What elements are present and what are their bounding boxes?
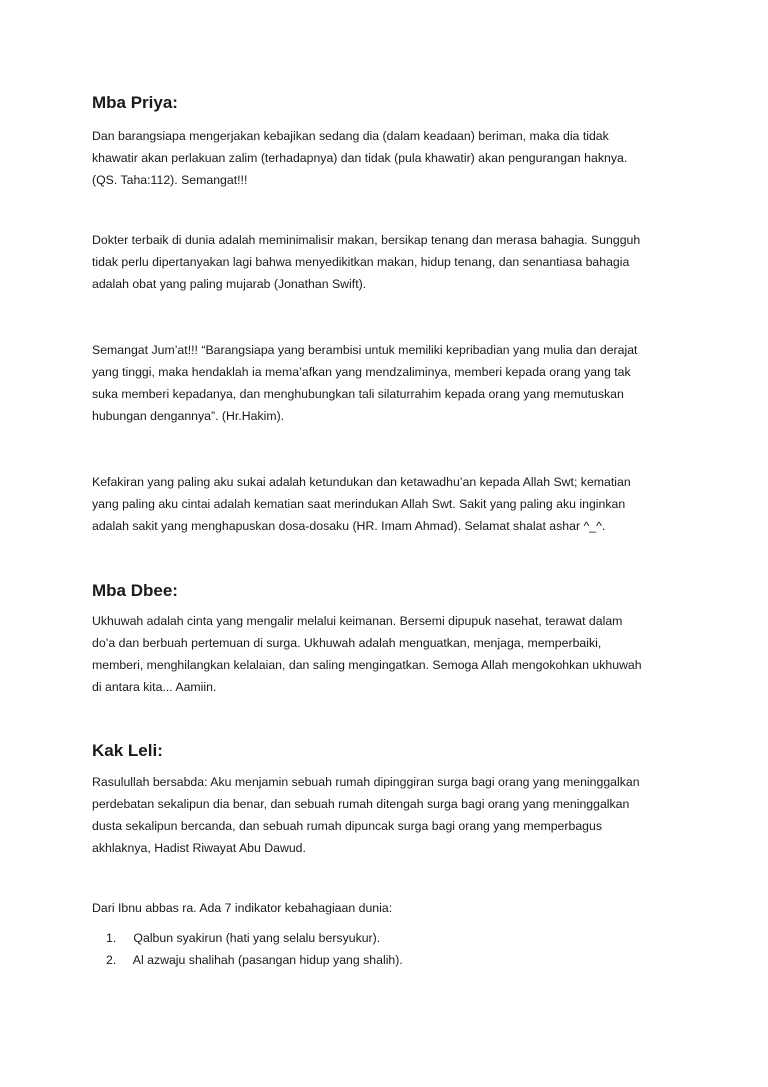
section-heading-mba-dbee: Mba Dbee: <box>92 581 178 600</box>
text-line: yang tinggi, maka hendaklah ia mema’afkan yang mendzaliminya, memberi kepada orang yang tak <box>92 365 631 379</box>
text-line: yang paling aku cintai adalah kematian saat merindukan Allah Swt. Sakit yang paling aku inginkan <box>92 497 626 511</box>
text-line: akhlaknya, Hadist Riwayat Abu Dawud. <box>92 841 306 855</box>
text-line: tidak perlu dipertanyakan lagi bahwa menyedikitkan makan, hidup tenang, dan senantiasa bahagia <box>92 255 630 269</box>
list-item <box>92 927 682 949</box>
text-line: Dokter terbaik di dunia adalah meminimalisir makan, bersikap tenang dan merasa bahagia. Sungguh <box>92 233 641 247</box>
text-line: dusta sekalipun bercanda, dan sebuah rumah dipuncak surga bagi orang yang memperbagus <box>92 819 602 833</box>
text-line: di antara kita... Aamiin. <box>92 680 217 694</box>
paragraph <box>92 229 682 295</box>
text-line: Dan barangsiapa mengerjakan kebajikan sedang dia (dalam keadaan) beriman, maka dia tidak <box>92 129 609 143</box>
paragraph <box>92 610 682 698</box>
paragraph <box>92 897 682 919</box>
section-heading-mba-priya: Mba Priya: <box>92 93 178 112</box>
list-number: 2. <box>106 953 117 967</box>
paragraph <box>92 339 682 427</box>
paragraph <box>92 471 682 537</box>
list-item <box>92 949 682 971</box>
text-line: memberi, menghilangkan kelalaian, dan saling mengingatkan. Semoga Allah mengokohkan ukhuwah <box>92 658 642 672</box>
list-number: 1. <box>106 931 117 945</box>
text-line: perdebatan sekalipun dia benar, dan sebuah rumah ditengah surga bagi orang yang meninggalkan <box>92 797 630 811</box>
text-line: Ukhuwah adalah cinta yang mengalir melalui keimanan. Bersemi dipupuk nasehat, terawat dalam <box>92 614 623 628</box>
list-item-text: Qalbun syakirun (hati yang selalu bersyukur). <box>133 931 381 945</box>
text-line: suka memberi kepadanya, dan menghubungkan tali silaturrahim kepada orang yang memutuskan <box>92 387 624 401</box>
list-item-text: Al azwaju shalihah (pasangan hidup yang shalih). <box>132 953 403 967</box>
text-line: Rasulullah bersabda: Aku menjamin sebuah rumah dipinggiran surga bagi orang yang meninggalkan <box>92 775 640 789</box>
text-line: Semangat Jum’at!!! “Barangsiapa yang berambisi untuk memiliki kepribadian yang mulia dan derajat <box>92 343 638 357</box>
text-line: (QS. Taha:112). Semangat!!! <box>92 173 248 187</box>
section-heading-kak-leli: Kak Leli: <box>92 741 163 760</box>
paragraph <box>92 125 682 191</box>
document-content <box>92 92 682 971</box>
paragraph <box>92 771 682 859</box>
text-line: do’a dan berbuah pertemuan di surga. Ukhuwah adalah menguatkan, menjaga, memperbaiki, <box>92 636 602 650</box>
text-line: adalah obat yang paling mujarab (Jonathan Swift). <box>92 277 367 291</box>
text-line: Kefakiran yang paling aku sukai adalah ketundukan dan ketawadhu’an kepada Allah Swt; kematian <box>92 475 631 489</box>
indicator-list <box>92 927 682 971</box>
text-line: hubungan dengannya”. (Hr.Hakim). <box>92 409 285 423</box>
text-line: adalah sakit yang menghapuskan dosa-dosaku (HR. Imam Ahmad). Selamat shalat ashar ^_^. <box>92 519 606 533</box>
text-line: khawatir akan perlakuan zalim (terhadapnya) dan tidak (pula khawatir) akan pengurangan haknya. <box>92 151 628 165</box>
text-line: Dari Ibnu abbas ra. Ada 7 indikator kebahagiaan dunia: <box>92 901 393 915</box>
